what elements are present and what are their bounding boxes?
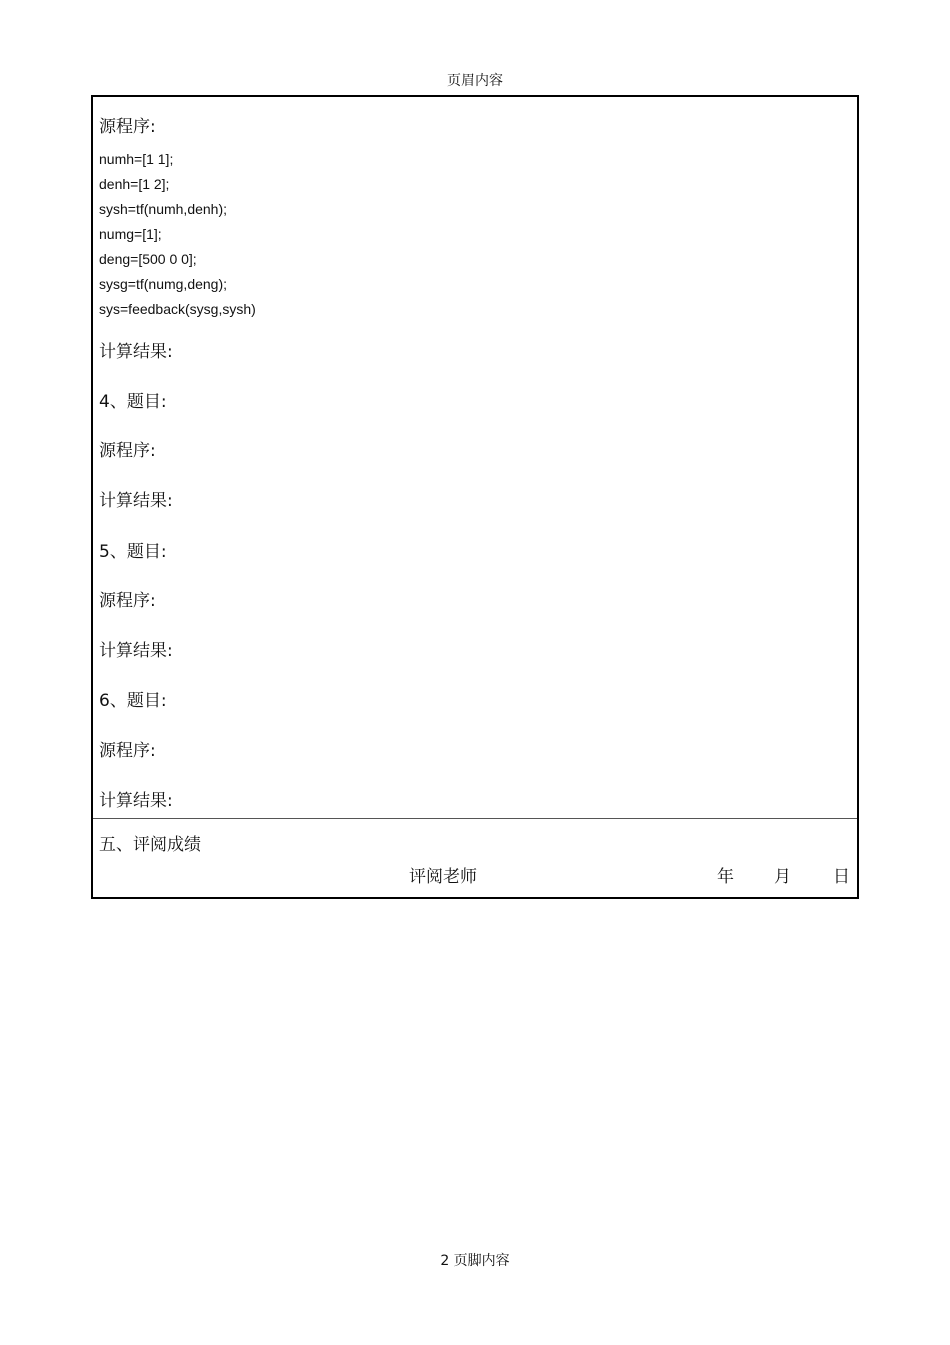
question-label: 5、题目:	[99, 542, 167, 562]
content-section	[93, 97, 857, 819]
page-footer: 2 页脚内容	[440, 1253, 510, 1269]
result-label: 计算结果:	[99, 491, 173, 511]
source-label: 源程序:	[99, 117, 156, 137]
source-label: 源程序:	[99, 441, 156, 461]
page-header: 页眉内容	[447, 73, 503, 89]
report-frame	[91, 95, 859, 899]
result-label: 计算结果:	[99, 641, 173, 661]
code-line: denh=[1 2];	[99, 176, 170, 192]
result-label: 计算结果:	[99, 791, 173, 811]
source-label: 源程序:	[99, 741, 156, 761]
code-line: deng=[500 0 0];	[99, 251, 197, 267]
year-label: 年	[717, 867, 734, 887]
code-line: sys=feedback(sysg,sysh)	[99, 301, 256, 317]
reviewer-label: 评阅老师	[409, 867, 477, 887]
code-line: sysh=tf(numh,denh);	[99, 201, 228, 217]
month-label: 月	[774, 867, 791, 887]
code-line: numg=[1];	[99, 226, 162, 242]
code-line: numh=[1 1];	[99, 151, 174, 167]
source-label: 源程序:	[99, 591, 156, 611]
question-label: 6、题目:	[99, 691, 167, 711]
result-label: 计算结果:	[99, 342, 173, 362]
code-line: sysg=tf(numg,deng);	[99, 276, 228, 292]
grade-title: 五、评阅成绩	[99, 835, 201, 855]
question-label: 4、题目:	[99, 392, 167, 412]
day-label: 日	[833, 867, 850, 887]
